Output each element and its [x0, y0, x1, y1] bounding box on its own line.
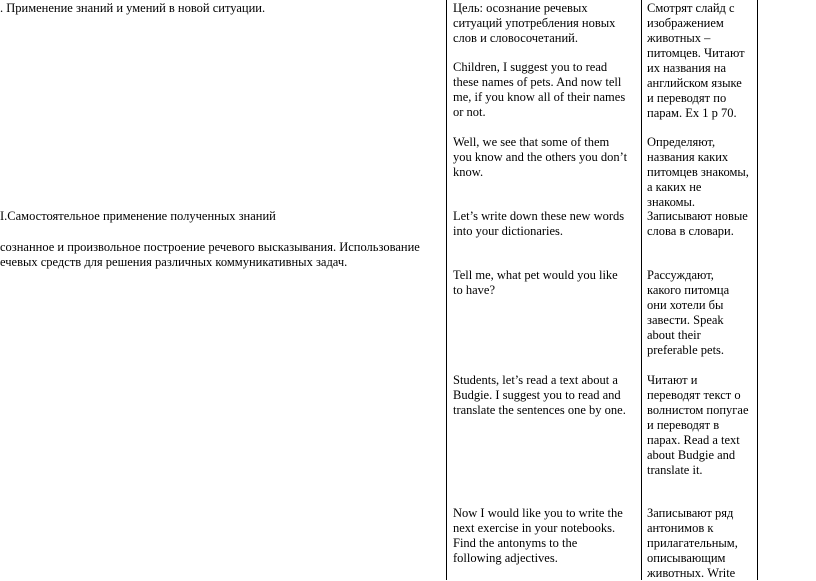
column-border-3: [757, 0, 758, 580]
text-line: translate the sentences one by one.: [453, 403, 626, 417]
text-line: Рассуждают,: [647, 268, 714, 282]
text-line: и переводят по: [647, 91, 727, 105]
section-title-independent: I.Самостоятельное применение полученных знаний: [0, 209, 276, 223]
text-line: about Budgie and: [647, 448, 736, 462]
section-title-application: . Применение знаний и умений в новой ситуации.: [0, 1, 266, 15]
text-line: питомцев. Читают: [647, 46, 745, 60]
text-line: Записывают новые: [647, 209, 748, 223]
text-line: Tell me, what pet would you like: [453, 268, 618, 282]
text-line: слов и словосочетаний.: [453, 31, 578, 45]
text-line: и переводят в: [647, 418, 720, 432]
text-line: какого питомца: [647, 283, 730, 297]
text-line: me, if you know all of their names: [453, 90, 626, 104]
text-line: translate it.: [647, 463, 703, 477]
text-line: животных –: [647, 31, 711, 45]
text-line: to have?: [453, 283, 495, 297]
text-line: Смотрят слайд с: [647, 1, 735, 15]
text-line: Budgie. I suggest you to read and: [453, 388, 621, 402]
text-line: английском языке: [647, 76, 742, 90]
section-description-line-2: ечевых средств для решения различных коммуникативных задач.: [0, 255, 348, 269]
column-border-2: [641, 0, 642, 580]
text-line: Читают и: [647, 373, 698, 387]
text-line: названия каких: [647, 150, 729, 164]
text-line: Определяют,: [647, 135, 716, 149]
text-line: прилагательным,: [647, 536, 738, 550]
text-line: about their: [647, 328, 701, 342]
text-line: описывающим: [647, 551, 726, 565]
text-line: or not.: [453, 105, 486, 119]
text-line: антонимов к: [647, 521, 714, 535]
text-line: Let’s write down these new words: [453, 209, 625, 223]
text-line: Students, let’s read a text about a: [453, 373, 618, 387]
text-line: Find the antonyms to the: [453, 536, 578, 550]
text-line: а каких не: [647, 180, 702, 194]
text-line: питомцев знакомы,: [647, 165, 749, 179]
section-description-line-1: сознанное и произвольное построение речевого высказывания. Использование: [0, 240, 420, 254]
text-line: preferable pets.: [647, 343, 725, 357]
text-line: животных. Write: [647, 566, 736, 580]
text-line: Цель: осознание речевых: [453, 1, 588, 15]
text-line: Well, we see that some of them: [453, 135, 610, 149]
text-line: following adjectives.: [453, 551, 558, 565]
text-line: переводят текст о: [647, 388, 741, 402]
text-line: next exercise in your notebooks.: [453, 521, 616, 535]
text-line: into your dictionaries.: [453, 224, 564, 238]
text-line: ситуаций употребления новых: [453, 16, 616, 30]
text-line: волнистом попугае: [647, 403, 749, 417]
text-line: Записывают ряд: [647, 506, 734, 520]
text-line: парах. Read a text: [647, 433, 740, 447]
text-line: их названия на: [647, 61, 727, 75]
text-line: Children, I suggest you to read: [453, 60, 608, 74]
text-line: you know and the others you don’t: [453, 150, 628, 164]
text-line: знакомы.: [647, 195, 696, 209]
text-line: Now I would like you to write the: [453, 506, 623, 520]
text-line: они хотели бы: [647, 298, 724, 312]
text-line: завести. Speak: [647, 313, 724, 327]
column-border-1: [446, 0, 447, 580]
text-line: know.: [453, 165, 484, 179]
text-line: парам. Ex 1 p 70.: [647, 106, 737, 120]
text-line: these names of pets. And now tell: [453, 75, 622, 89]
text-line: слова в словари.: [647, 224, 734, 238]
text-line: изображением: [647, 16, 724, 30]
